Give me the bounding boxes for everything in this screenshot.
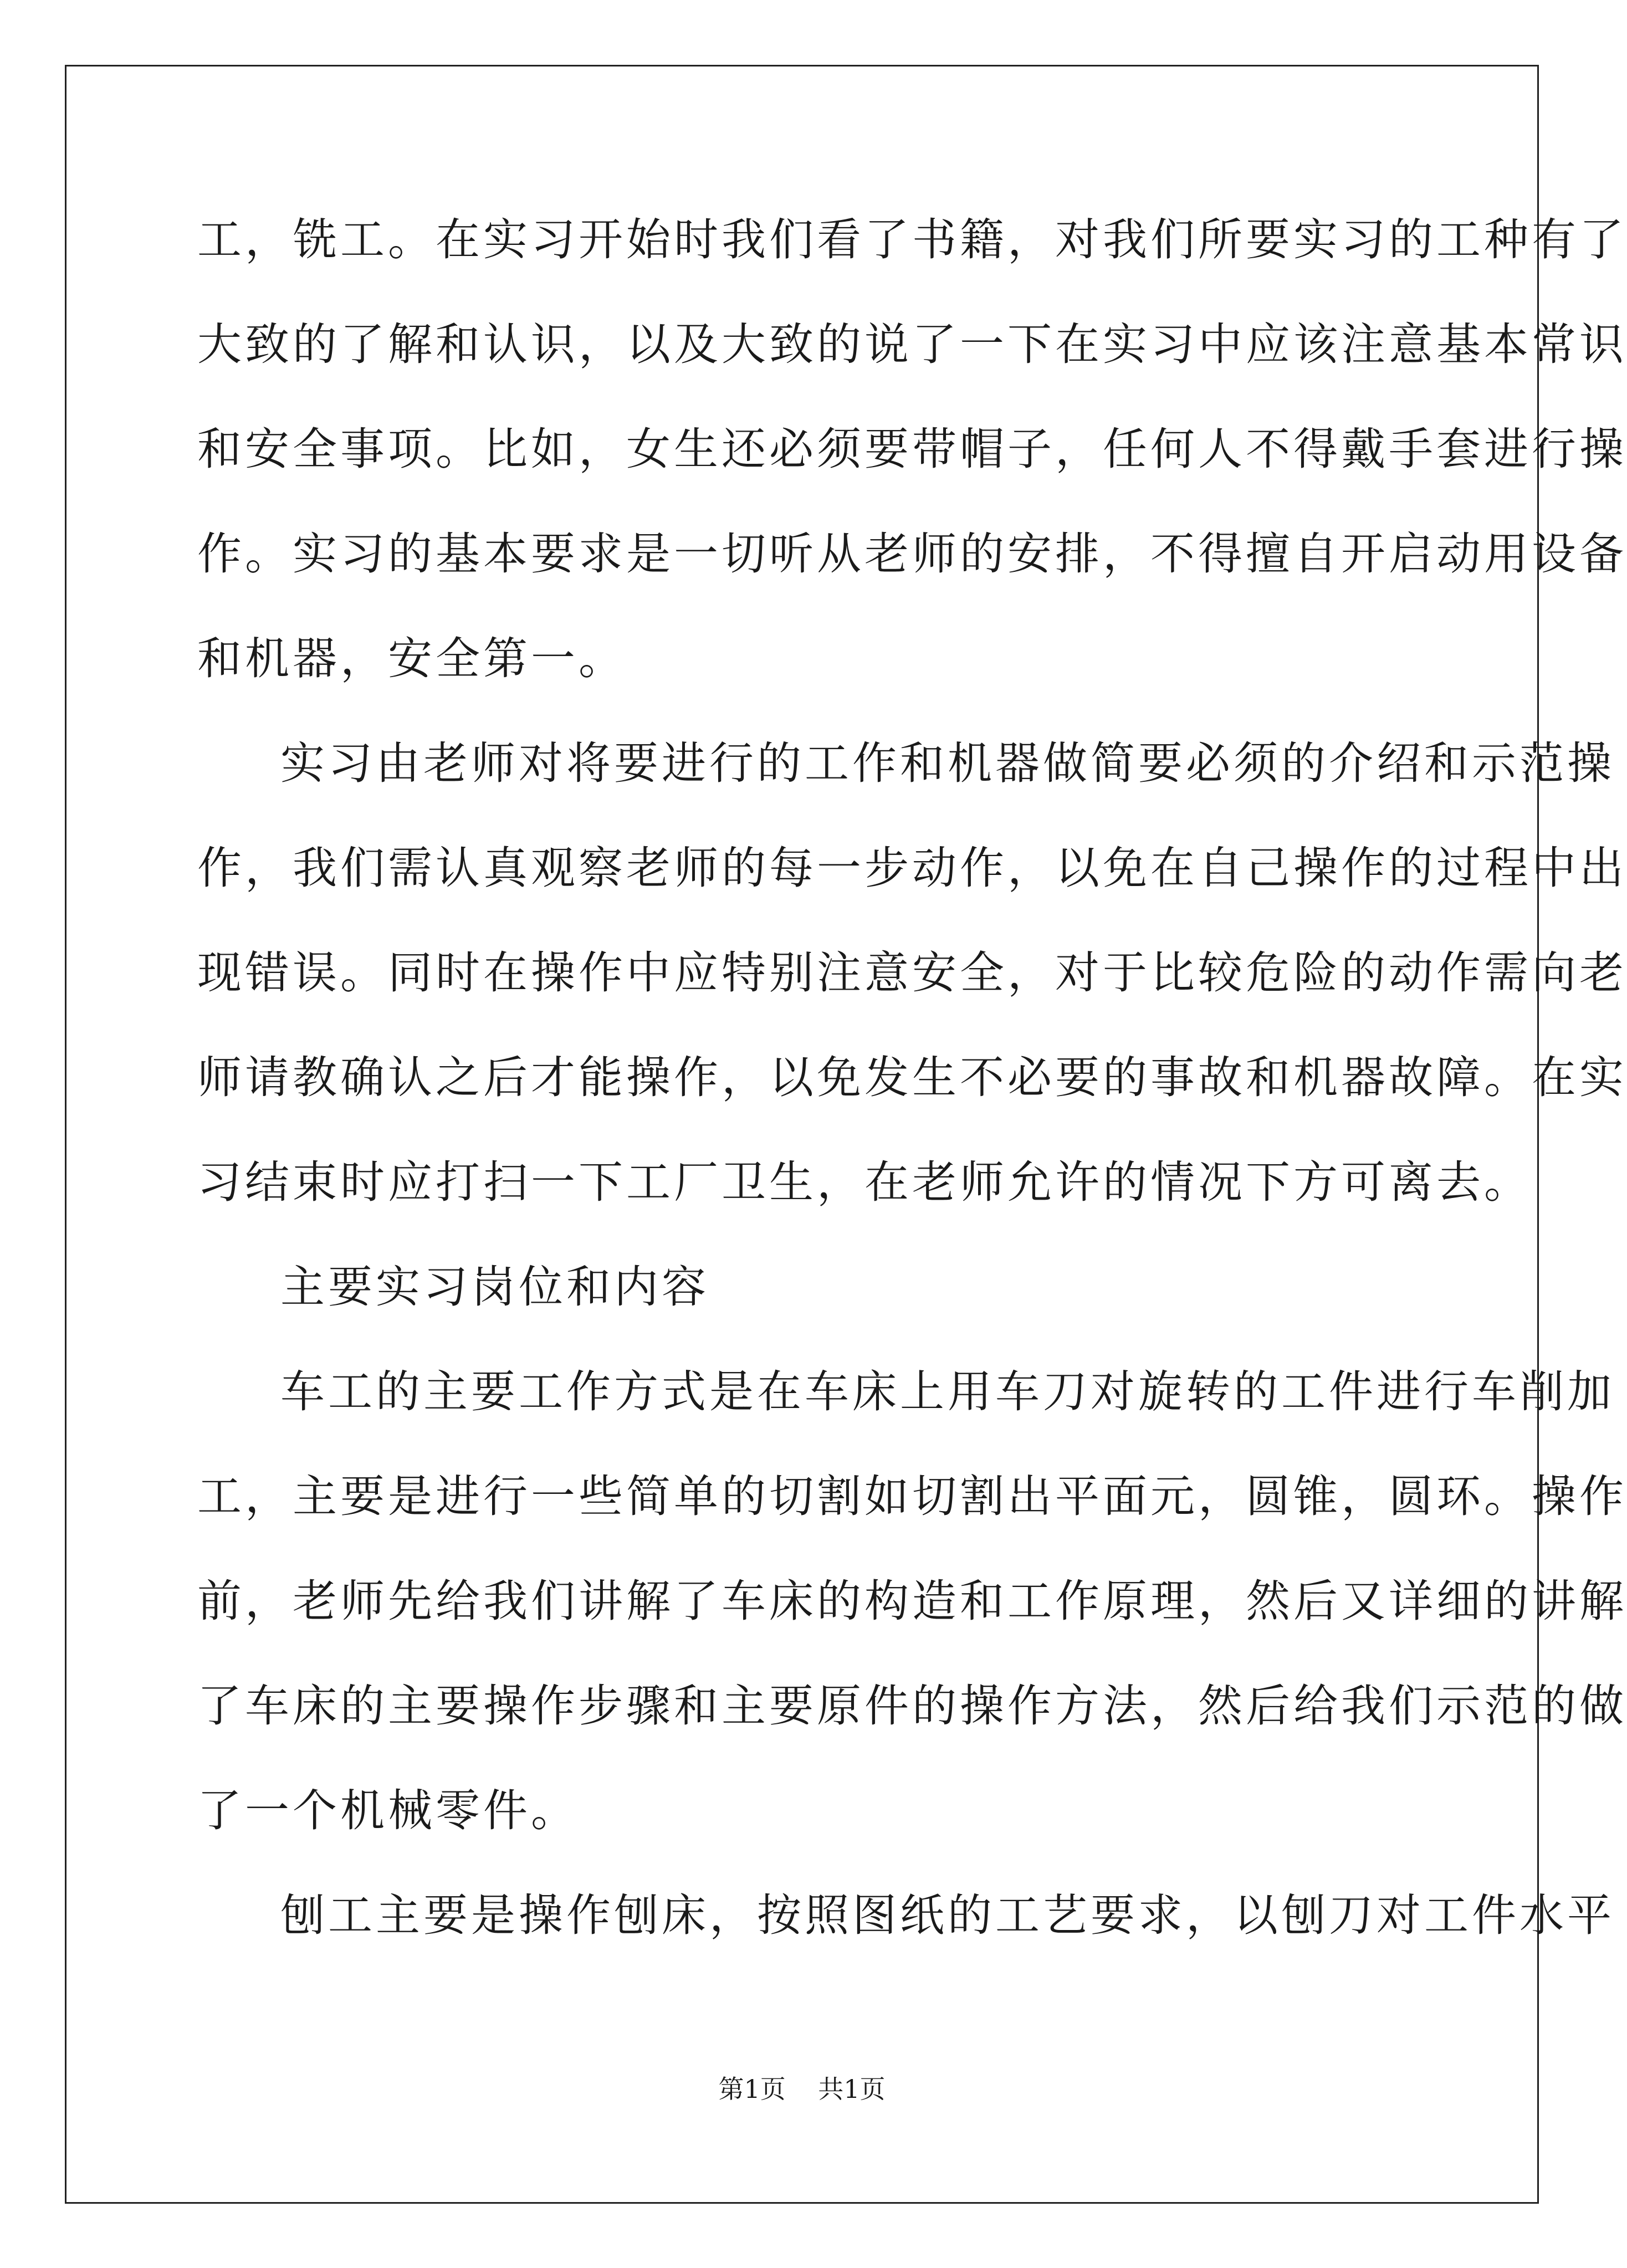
text-line: 大致的了解和认识，以及大致的说了一下在实习中应该注意基本常识 [197, 319, 1627, 370]
text-line: 了一个机械零件。 [197, 1785, 579, 1836]
text-line: 和机器，安全第一。 [197, 633, 626, 684]
text-line: 前，老师先给我们讲解了车床的构造和工作原理，然后又详细的讲解 [197, 1575, 1627, 1627]
text-line: 作。实习的基本要求是一切听从老师的安排，不得擅自开启动用设备 [197, 528, 1627, 580]
text-line: 习结束时应打扫一下工厂卫生，在老师允许的情况下方可离去。 [197, 1156, 1532, 1208]
paragraph-start-line: 实习由老师对将要进行的工作和机器做简要必须的介绍和示范操 [280, 738, 1615, 789]
text-line: 了车床的主要操作步骤和主要原件的操作方法，然后给我们示范的做 [197, 1680, 1627, 1732]
section-heading: 主要实习岗位和内容 [280, 1261, 709, 1313]
page-footer: 第1页 共1页 [718, 2074, 886, 2104]
text-line: 师请教确认之后才能操作，以免发生不必要的事故和机器故障。在实 [197, 1052, 1627, 1103]
text-line: 和安全事项。比如，女生还必须要带帽子，任何人不得戴手套进行操 [197, 423, 1627, 475]
text-line: 工，主要是进行一些简单的切割如切割出平面元，圆锥，圆环。操作 [197, 1471, 1627, 1522]
text-line: 工，铣工。在实习开始时我们看了书籍，对我们所要实习的工种有了 [197, 214, 1627, 265]
document-body [197, 187, 1627, 1968]
paragraph-start-line: 车工的主要工作方式是在车床上用车刀对旋转的工件进行车削加 [280, 1366, 1615, 1417]
text-line: 现错误。同时在操作中应特别注意安全，对于比较危险的动作需向老 [197, 947, 1627, 999]
text-line: 作，我们需认真观察老师的每一步动作，以免在自己操作的过程中出 [197, 842, 1627, 894]
paragraph-start-line: 刨工主要是操作刨床，按照图纸的工艺要求，以刨刀对工件水平 [280, 1890, 1615, 1941]
